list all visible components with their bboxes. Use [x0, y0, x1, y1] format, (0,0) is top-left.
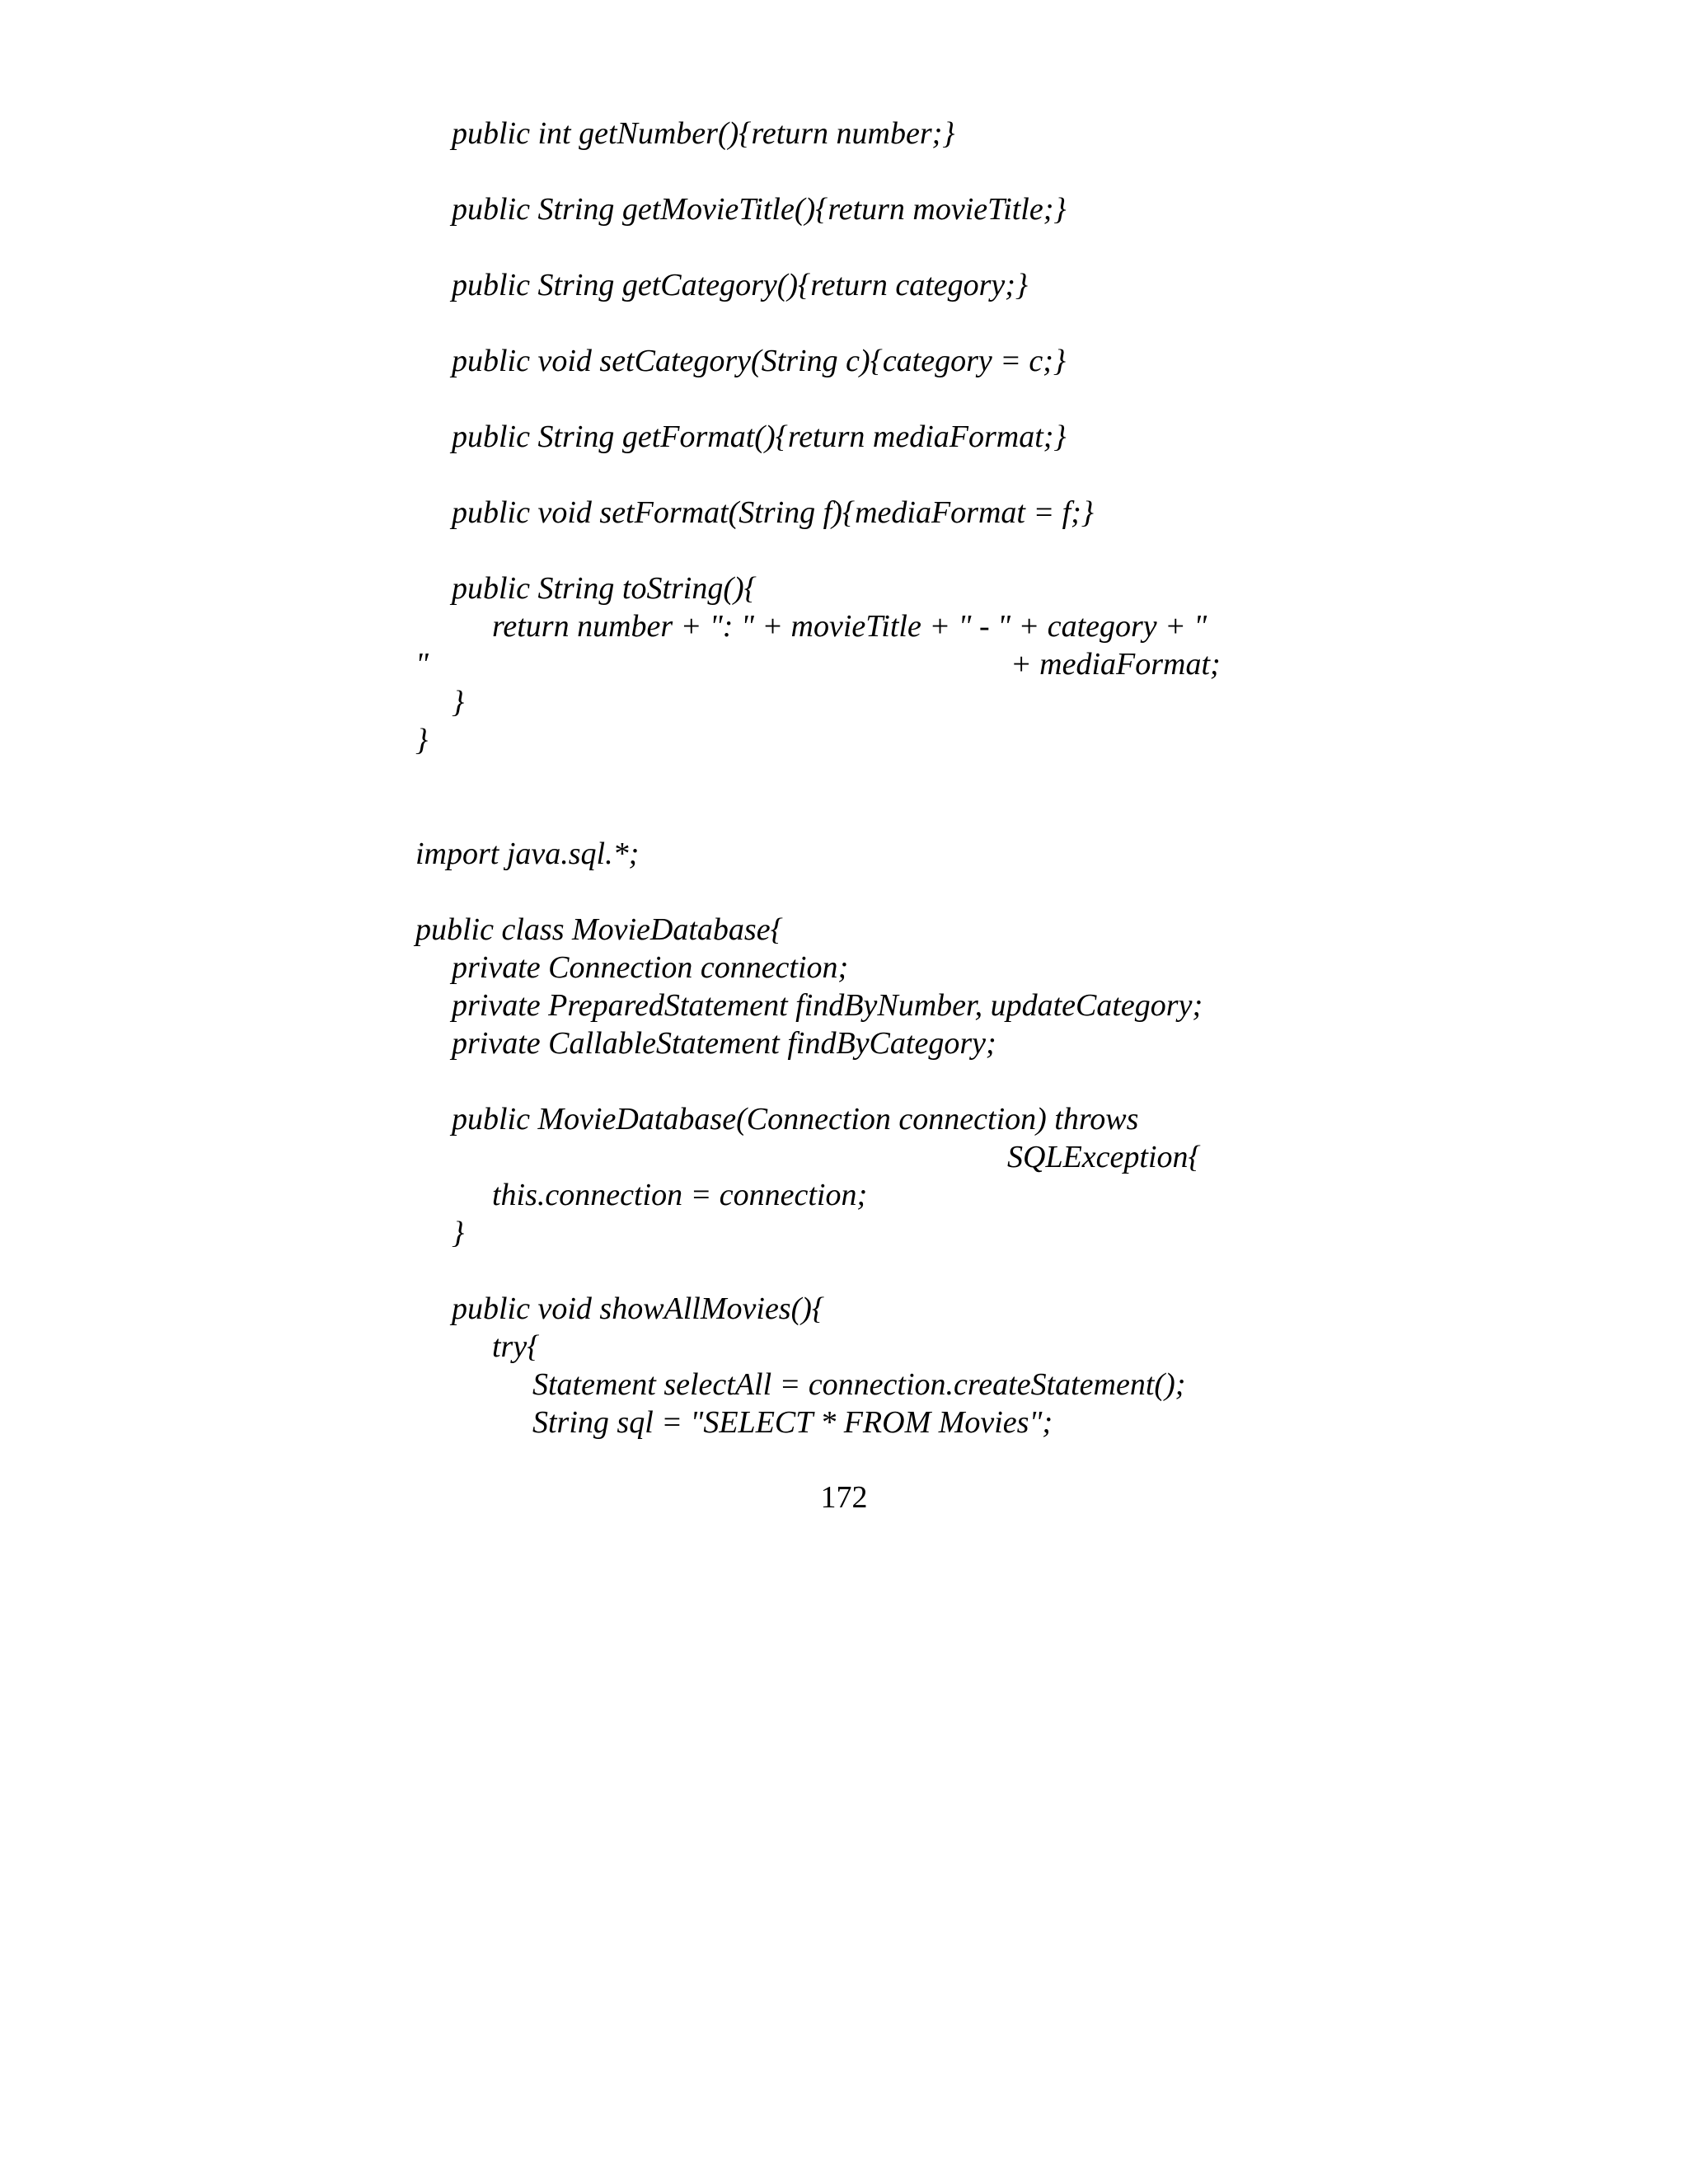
- code-line-callable-statement: private CallableStatement findByCategory;: [452, 1026, 996, 1061]
- code-line-import: import java.sql.*;: [415, 837, 640, 871]
- code-line-close-class: }: [415, 723, 429, 757]
- code-line-wrapped-quote: ": [415, 647, 429, 682]
- code-line-media-format: + mediaFormat;: [1010, 647, 1221, 682]
- code-line-try: try{: [492, 1329, 540, 1364]
- code-line-get-number: public int getNumber(){return number;}: [452, 116, 955, 151]
- page-number: 172: [820, 1480, 868, 1515]
- code-line-prepared-statements: private PreparedStatement findByNumber, updateCategory;: [452, 988, 1203, 1023]
- code-line-get-format: public String getFormat(){return mediaFormat;}: [452, 419, 1067, 454]
- code-line-get-category: public String getCategory(){return category;}: [452, 268, 1029, 302]
- code-line-close-constructor: }: [452, 1216, 465, 1250]
- code-line-set-format: public void setFormat(String f){mediaFormat = f;}: [452, 495, 1094, 530]
- code-line-class-decl: public class MovieDatabase{: [415, 912, 783, 947]
- code-line-set-category: public void setCategory(String c){category = c;}: [452, 344, 1067, 378]
- code-line-show-all-movies: public void showAllMovies(){: [452, 1291, 825, 1326]
- code-line-to-string: public String toString(){: [452, 571, 757, 606]
- code-line-assign-connection: this.connection = connection;: [492, 1178, 868, 1212]
- code-line-sql-string: String sql = "SELECT * FROM Movies";: [532, 1405, 1053, 1440]
- code-line-constructor: public MovieDatabase(Connection connection) throws: [452, 1102, 1139, 1137]
- code-line-get-movie-title: public String getMovieTitle(){return movieTitle;}: [452, 192, 1067, 227]
- code-line-return-statement: return number + ": " + movieTitle + " - " + category + ": [492, 609, 1207, 644]
- code-line-sql-exception: SQLException{: [1007, 1140, 1201, 1174]
- code-line-close-method: }: [452, 685, 465, 719]
- code-line-create-statement: Statement selectAll = connection.createStatement();: [532, 1367, 1186, 1402]
- code-line-connection-field: private Connection connection;: [452, 950, 849, 985]
